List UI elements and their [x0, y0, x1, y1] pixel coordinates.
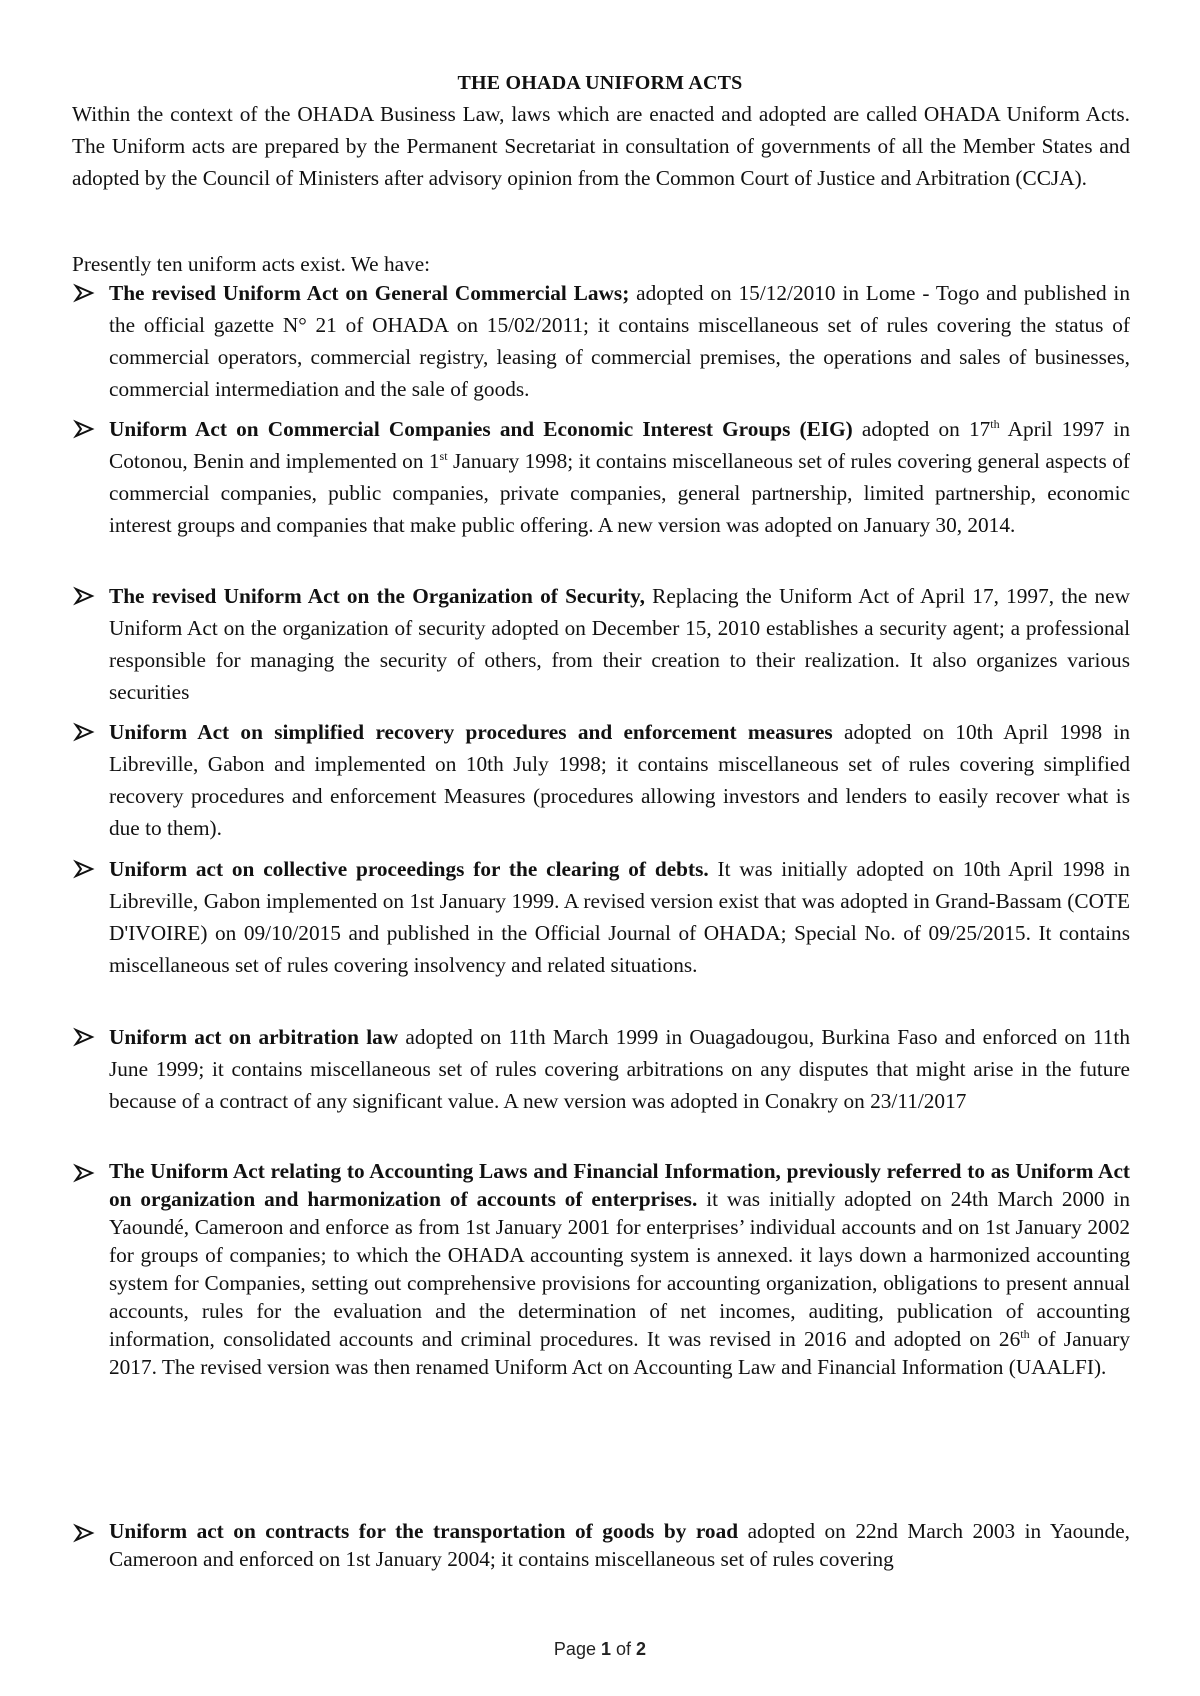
list-item-text — [109, 853, 1130, 981]
document-title: THE OHADA UNIFORM ACTS — [457, 72, 743, 94]
page-total: 2 — [636, 1639, 647, 1659]
list-item-heading: The Uniform Act relating to Accounting Laws and Financial Information, previously referred to as Uniform Act on organization and harmonization of accounts of enterprises. — [109, 1159, 1130, 1211]
list-item-text — [109, 1157, 1130, 1381]
ordinal-suffix: th — [1020, 1326, 1030, 1341]
list-item-body: Replacing the Uniform Act of April 17, 1997, the new Uniform Act on the organization of security adopted on December 15, 2010 establishes a security agent; a professional responsible for managing the security of others, from their creation to their realization. It also organizes various securities — [109, 584, 1130, 704]
list-item-text — [109, 580, 1130, 708]
list-item-body: adopted on 11th March 1999 in Ouagadougou, Burkina Faso and enforced on 11th June 1999; it contains miscellaneous set of rules covering arbitrations on any disputes that might arise in the future because of a contract of any significant value. A new version was adopted in Conakry on 23/11/2017 — [109, 1025, 1130, 1113]
arrowhead-bullet-icon — [72, 1024, 98, 1050]
arrowhead-bullet-icon — [72, 583, 98, 609]
list-item-body: April 1997 in Cotonou, Benin and implemented on 1 — [109, 417, 1130, 473]
ordinal-suffix: th — [990, 416, 1000, 431]
list-item-heading: The revised Uniform Act on General Commercial Laws; — [109, 281, 630, 305]
list-item-text — [109, 277, 1130, 405]
list-item-heading: The revised Uniform Act on the Organization of Security, — [109, 584, 645, 608]
ordinal-suffix: st — [439, 448, 448, 463]
arrowhead-bullet-icon — [72, 416, 98, 442]
list-item-text — [109, 1517, 1130, 1573]
page-of: of — [616, 1639, 632, 1659]
page-current: 1 — [600, 1639, 611, 1659]
list-item-body: adopted on 22nd March 2003 in Yaounde, Cameroon and enforced on 1st January 2004; it contains miscellaneous set of rules covering — [109, 1519, 1130, 1571]
arrowhead-bullet-icon — [72, 280, 98, 306]
list-item-heading: Uniform act on arbitration law — [109, 1025, 399, 1049]
lead-paragraph: Presently ten uniform acts exist. We have: — [72, 252, 431, 276]
list-item-body: of January 2017. The revised version was then renamed Uniform Act on Accounting Law and Financial Information (UAALFI). — [109, 1327, 1131, 1379]
arrowhead-bullet-icon — [72, 856, 98, 882]
page-label: Page — [553, 1639, 596, 1659]
list-item-heading: Uniform Act on simplified recovery procedures and enforcement measures — [109, 720, 833, 744]
list-item-body: January 1998; it contains miscellaneous set of rules covering general aspects of commercial companies, public companies, private companies, general partnership, limited partnership, economic interest groups and companies that make public offering. A new version was adopted on January 30, 2014. — [109, 449, 1131, 537]
page-number — [0, 1639, 1200, 1660]
list-item-text — [109, 1021, 1130, 1117]
arrowhead-bullet-icon — [72, 1160, 98, 1186]
list-item-heading: Uniform act on collective proceedings for the clearing of debts. — [109, 857, 709, 881]
list-item-heading: Uniform act on contracts for the transportation of goods by road — [109, 1519, 739, 1543]
list-item-text — [109, 413, 1130, 541]
list-item-body: It was initially adopted on 10th April 1998 in Libreville, Gabon implemented on 1st January 1999. A revised version exist that was adopted in Grand-Bassam (COTE D'IVOIRE) on 09/10/2015 and published in the Official Journal of OHADA; Special No. of 09/25/2015. It contains miscellaneous set of rules covering insolvency and related situations. — [109, 857, 1130, 977]
list-item-body: it was initially adopted on 24th March 2000 in Yaoundé, Cameroon and enforce as from 1st January 2001 for enterprises’ individual accounts and on 1st January 2002 for groups of companies; to which the OHADA accounting system is annexed. it lays down a harmonized accounting system for Companies, setting out comprehensive provisions for accounting organization, obligations to present annual accounts, rules for the evaluation and the determination of net incomes, auditing, publication of accounting information, consolidated accounts and criminal procedures. It was revised in 2016 and adopted on 26 — [109, 1187, 1130, 1351]
arrowhead-bullet-icon — [72, 1520, 98, 1546]
list-item-text — [109, 716, 1130, 844]
intro-paragraph: Within the context of the OHADA Business Law, laws which are enacted and adopted are called OHADA Uniform Acts. The Uniform acts are prepared by the Permanent Secretariat in consultation of governments of all the Member States and adopted by the Council of Ministers after advisory opinion from the Common Court of Justice and Arbitration (CCJA). — [72, 102, 1130, 190]
list-item-body: adopted on 17 — [852, 417, 991, 441]
list-item-body: adopted on 10th April 1998 in Libreville, Gabon and implemented on 10th July 1998; it contains miscellaneous set of rules covering simplified recovery procedures and enforcement Measures (procedures allowing investors and lenders to easily recover what is due to them). — [109, 720, 1130, 840]
list-item-body: adopted on 15/12/2010 in Lome - Togo and published in the official gazette N° 21 of OHADA on 15/02/2011; it contains miscellaneous set of rules covering the status of commercial operators, commercial registry, leasing of commercial premises, the operations and sales of businesses, commercial intermediation and the sale of goods. — [109, 281, 1130, 401]
list-item-heading: Uniform Act on Commercial Companies and Economic Interest Groups (EIG) — [109, 417, 853, 441]
arrowhead-bullet-icon — [72, 719, 98, 745]
